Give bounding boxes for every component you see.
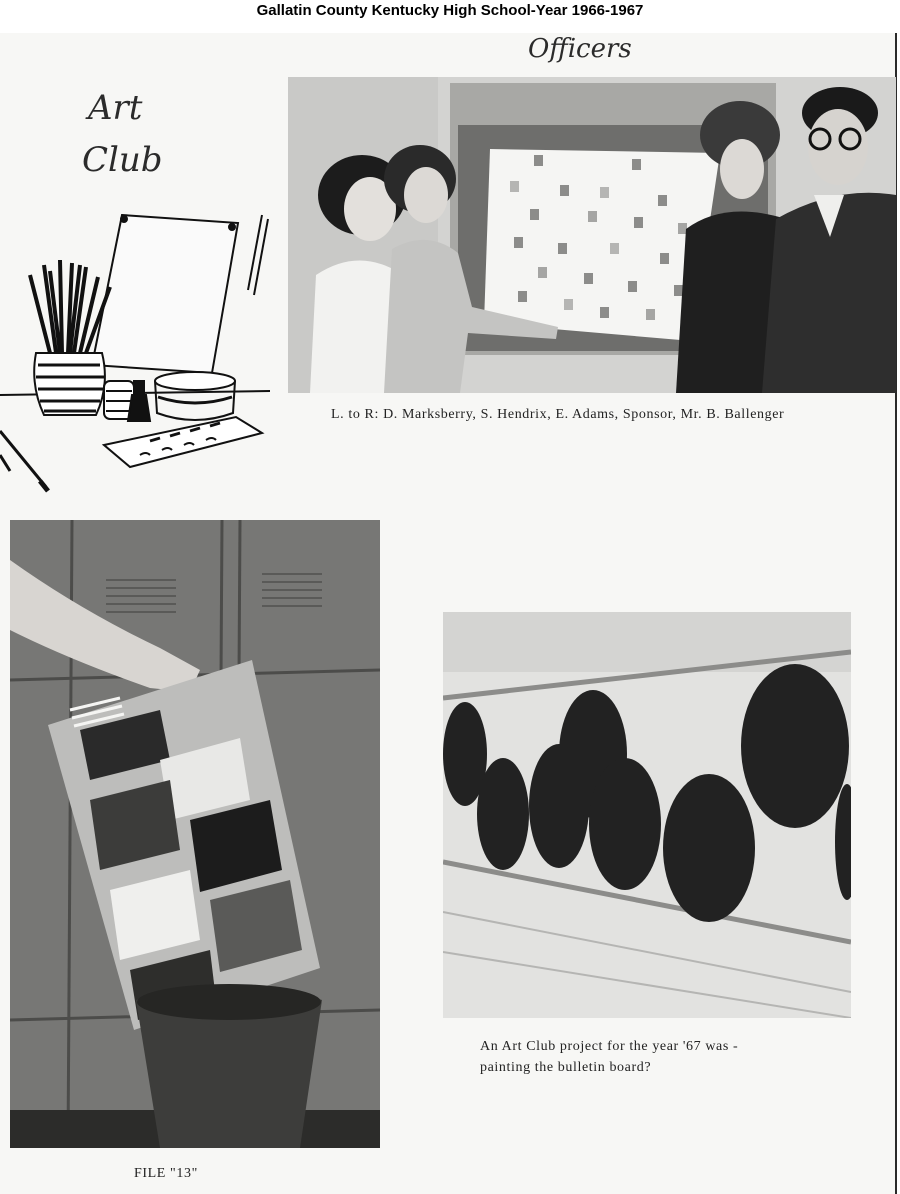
- bulletin-board-photo: [443, 612, 851, 1018]
- title-club: Club: [82, 140, 163, 180]
- officers-photo: [288, 77, 896, 393]
- bulletin-caption-line-2: painting the bulletin board?: [480, 1060, 652, 1075]
- page-header: Gallatin County Kentucky High School-Year 1966-1967: [256, 2, 644, 19]
- title-art: Art: [88, 88, 143, 128]
- collage-trash-photo: [10, 520, 380, 1148]
- art-supplies-sketch-icon: [0, 205, 275, 495]
- bulletin-caption: [480, 1036, 810, 1078]
- officers-caption: L. to R: D. Marksberry, S. Hendrix, E. Adams, Sponsor, Mr. B. Ballenger: [331, 407, 785, 422]
- bulletin-board-photo-art: [443, 612, 851, 1018]
- file-caption: FILE "13": [134, 1166, 198, 1181]
- officers-heading: Officers: [528, 34, 632, 64]
- officers-photo-art: [288, 77, 896, 393]
- bulletin-caption-line-1: An Art Club project for the year '67 was -: [480, 1039, 739, 1054]
- collage-trash-photo-art: [10, 520, 380, 1148]
